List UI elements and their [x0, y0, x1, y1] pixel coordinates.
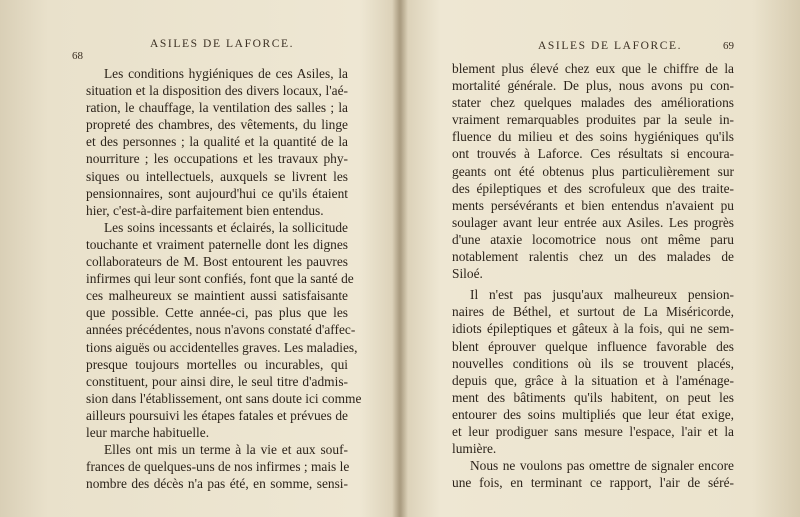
text-line: une fois, en terminant ce rapport, l'air de séré-: [452, 475, 734, 491]
left-page-text: [86, 65, 362, 492]
text-line: depuis que, grâce à la situation et à l'aménage-: [452, 372, 734, 388]
text-line: notablement ralentis chez un des malades de: [452, 249, 734, 265]
right-page: [400, 0, 800, 517]
text-line: blement plus élevé chez eux que le chiffre de la: [452, 61, 734, 76]
text-line: ces malheureux se maintient aussi satisfaisante: [86, 288, 348, 304]
text-line: ont trouvés à Laforce. Ces résultats si encoura-: [452, 146, 734, 162]
text-line: touchante et vraiment paternelle dont les dignes: [86, 236, 348, 252]
text-line: que possible. Cette année-ci, pas plus que les: [86, 305, 348, 321]
text-line: nombre des décès n'a pas été, en somme, sensi-: [86, 476, 348, 492]
right-page-text: [452, 60, 734, 491]
text-line: Elles ont mis un terme à la vie et aux souf-: [104, 442, 348, 458]
text-line: presque toujours mortelles ou incurables, qui: [86, 356, 348, 372]
text-line: et leur prodiguer sans mesure l'espace, l'air et la: [452, 423, 734, 439]
text-line: blent éprouver quelque influence favorable des: [452, 338, 734, 354]
text-line: Les soins incessants et éclairés, la sollicitude: [104, 219, 348, 235]
text-line: sion dans l'établissement, ont sans doute ici comme: [86, 390, 362, 406]
text-line: frances de quelques-uns de nos infirmes ; mais le: [86, 459, 350, 475]
text-line: Il n'est pas jusqu'aux malheureux pension-: [470, 287, 734, 303]
right-running-header: ASILES DE LAFORCE.: [538, 40, 683, 52]
text-line: collaborateurs de M. Bost entourent les pauvres: [86, 254, 348, 270]
text-line: fluence du milieu et des soins hygiéniques qu'ils: [452, 129, 734, 145]
text-line: geants ont été obtenus plus particulièrement sur: [452, 163, 734, 179]
text-line: nourriture ; les occupations et les travaux phy-: [86, 151, 348, 167]
text-line: vraiment remarquables produites par la seule in-: [452, 112, 734, 128]
text-line: entourer des soins multipliés que leur état exige,: [452, 406, 734, 422]
left-page-number: 68: [72, 50, 83, 62]
text-line: hier, c'est-à-dire parfaitement bien entendus.: [86, 202, 324, 218]
text-line: leur marche habituelle.: [86, 424, 210, 440]
text-line: d'une ataxie locomotrice nous ont même paru: [452, 231, 734, 247]
text-line: ments persévérants et bien entendus n'avaient pu: [452, 197, 734, 213]
right-page-number: 69: [723, 40, 734, 52]
text-line: nouvelles conditions où ils se trouvent placés,: [452, 355, 734, 371]
left-running-header: ASILES DE LAFORCE.: [150, 38, 295, 50]
text-line: stater chez quelques malades des améliorations: [452, 95, 734, 111]
text-line: constituent, pour ainsi dire, le seul titre d'admis-: [86, 373, 348, 389]
text-line: des épileptiques et des scrofuleux que des traite-: [452, 180, 734, 196]
text-line: tions aiguës ou accidentelles graves. Les maladies,: [86, 339, 358, 355]
text-line: propreté des chambres, des vêtements, du linge: [86, 117, 348, 133]
text-line: Les conditions hygiéniques de ces Asiles, la: [104, 66, 348, 81]
text-line: situation et la disposition des divers locaux, l'aé-: [86, 83, 348, 99]
text-line: mortalité générale. De plus, nous avons pu con-: [452, 78, 734, 94]
text-line: infirmes qui leur sont confiés, font que la santé de: [86, 271, 354, 287]
text-line: Siloé.: [452, 266, 483, 282]
text-line: siques ou intellectuels, auxquels se livrent les: [86, 168, 348, 184]
text-line: années précédentes, nous n'avons constaté d'affec-: [86, 322, 356, 338]
text-line: et des personnes ; la qualité et la quantité de la: [86, 134, 348, 150]
text-line: ailleurs poursuivi les étapes fatales et prévues de: [86, 407, 348, 423]
text-line: ration, le chauffage, la ventilation des salles ; la: [86, 100, 348, 116]
text-line: lumière.: [452, 441, 497, 457]
text-line: idiots épileptiques et gâteux à la fois, qui ne sem-: [452, 321, 734, 337]
text-line: naires de Béthel, et surtout de La Miséricorde,: [452, 304, 734, 320]
text-line: pensionnaires, sont aujourd'hui ce qu'ils étaient: [86, 185, 348, 201]
text-line: Nous ne voulons pas omettre de signaler encore: [470, 458, 734, 474]
text-line: soulager avant leur entrée aux Asiles. Les progrès: [452, 214, 734, 230]
text-line: ment des bâtiments qu'ils habitent, on peut les: [452, 389, 734, 405]
